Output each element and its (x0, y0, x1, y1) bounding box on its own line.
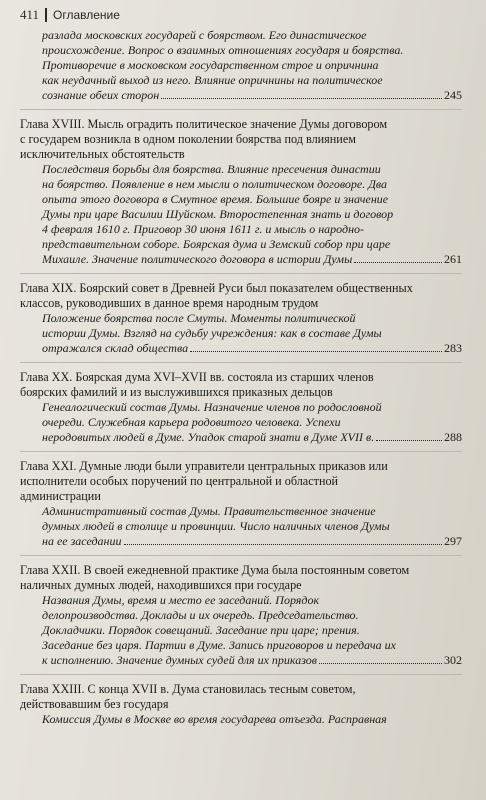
chapter-heading (20, 370, 462, 400)
page-ref: 297 (444, 534, 462, 548)
heading-line: действовавшим без государя (20, 697, 169, 711)
page-number: 411 (20, 7, 40, 22)
table-of-contents (20, 28, 462, 727)
desc-line: представительном соборе. Боярская дума и Земский собор при царе (42, 237, 391, 251)
leader-dots (161, 98, 442, 99)
leader-dots (319, 663, 442, 664)
chapter-summary (20, 311, 462, 356)
desc-line: разлада московских государей с боярством. Его династическое (42, 28, 367, 42)
heading-line: классов, руководивших в данное время народным трудом (20, 296, 319, 310)
heading-line: Глава XXIII. С конца XVII в. Дума становилась тесным советом, (20, 682, 356, 696)
desc-line: Названия Думы, время и место ее заседаний. Порядок (42, 593, 320, 607)
desc-line: Генеалогический состав Думы. Назначение членов по родословной (42, 400, 382, 414)
chapter-summary (20, 504, 462, 549)
continuation-entry (20, 28, 462, 103)
desc-last-line: к исполнению. Значение думных судей для их приказов (42, 653, 317, 667)
desc-line: как неудачный выход из него. Влияние опричнины на политическое (42, 73, 383, 87)
chapter-summary (20, 593, 462, 668)
heading-line: администрации (20, 489, 101, 503)
toc-entry-ch23[interactable] (20, 682, 462, 727)
desc-line: на боярство. Появление в нем мысли о политическом договоре. Два (42, 177, 387, 191)
chapter-summary (20, 162, 462, 267)
heading-line: с государем возникла в одном поколении боярства под влиянием (20, 132, 356, 146)
desc-line: очереди. Служебная карьера родовитого человека. Успехи (42, 415, 341, 429)
leader-line (42, 341, 462, 356)
desc-last-line: на ее заседании (42, 534, 122, 548)
desc-line: истории Думы. Взгляд на судьбу учреждения: как в составе Думы (42, 326, 382, 340)
leader-dots (190, 351, 442, 352)
heading-line: Глава XXI. Думные люди были управители центральных приказов или (20, 459, 388, 473)
heading-line: наличных думных людей, находившихся при государе (20, 578, 302, 592)
toc-entry-ch20[interactable] (20, 370, 462, 445)
leader-line (42, 534, 462, 549)
entry-divider (20, 273, 462, 274)
desc-line: опыта этого договора в Смутное время. Большие бояре и значение (42, 192, 389, 206)
chapter-summary (20, 712, 462, 727)
leader-line (42, 430, 462, 445)
desc-line: думных людей в столице и провинции. Число наличных членов Думы (42, 519, 390, 533)
page-ref: 283 (444, 341, 462, 355)
heading-line: Глава XVIII. Мысль оградить политическое значение Думы договором (20, 117, 388, 131)
toc-entry-ch22[interactable] (20, 563, 462, 668)
heading-line: Глава XX. Боярская дума XVI–XVII вв. состояла из старших членов (20, 370, 374, 384)
leader-line (42, 88, 462, 103)
desc-line: делопроизводства. Доклады и их очередь. Председательство. (42, 608, 359, 622)
chapter-heading (20, 682, 462, 712)
entry-divider (20, 451, 462, 452)
desc-last-line: сознание обеих сторон (42, 88, 160, 102)
entry-divider (20, 362, 462, 363)
heading-line: исполнители особых поручений по центральной и областной (20, 474, 339, 488)
toc-entry-ch21[interactable] (20, 459, 462, 549)
desc-last-line: неродовитых людей в Думе. Упадок старой знати в Думе XVII в. (42, 430, 375, 444)
desc-line: Комиссия Думы в Москве во время государева отъезда. Расправная (42, 712, 387, 726)
leader-line (42, 653, 462, 668)
leader-dots (354, 262, 442, 263)
desc-line: происхождение. Вопрос о взаимных отношениях государя и боярства. (42, 43, 404, 57)
chapter-summary (20, 400, 462, 445)
desc-last-line: отражался склад общества (42, 341, 189, 355)
chapter-heading (20, 117, 462, 162)
chapter-heading (20, 459, 462, 504)
desc-line: Административный состав Думы. Правительственное значение (42, 504, 376, 518)
running-title: Оглавление (53, 8, 120, 22)
heading-line: Глава XIX. Боярский совет в Древней Руси был показателем общественных (20, 281, 413, 295)
heading-line: Глава XXII. В своей ежедневной практике Дума была постоянным советом (20, 563, 410, 577)
desc-last-line: Михаиле. Значение политического договора в истории Думы (42, 252, 353, 266)
page-ref: 245 (444, 88, 462, 102)
page-ref: 288 (444, 430, 462, 444)
page-ref: 261 (444, 252, 462, 266)
toc-entry-ch18[interactable] (20, 117, 462, 267)
toc-entry-ch19[interactable] (20, 281, 462, 356)
chapter-heading (20, 281, 462, 311)
chapter-heading (20, 563, 462, 593)
heading-line: исключительных обстоятельств (20, 147, 185, 161)
entry-divider (20, 555, 462, 556)
heading-line: боярских фамилий и из выслужившихся приказных дельцов (20, 385, 333, 399)
desc-line: Противоречие в московском государственном строе и опричнина (42, 58, 379, 72)
entry-divider (20, 109, 462, 110)
leader-dots (376, 440, 442, 441)
desc-line: Положение боярства после Смуты. Моменты политической (42, 311, 356, 325)
desc-line: Докладчики. Порядок совещаний. Заседание при царе; прения. (42, 623, 360, 637)
entry-divider (20, 674, 462, 675)
leader-dots (124, 544, 442, 545)
header-divider (45, 8, 47, 22)
page-ref: 302 (444, 653, 462, 667)
desc-line: 4 февраля 1610 г. Приговор 30 июня 1611 г. и мысль о народно- (42, 222, 365, 236)
desc-line: Думы при царе Василии Шуйском. Второстепенная знать и договор (42, 207, 394, 221)
leader-line (42, 252, 462, 267)
running-header (20, 4, 120, 26)
desc-line: Заседание без царя. Партии в Думе. Запись приговоров и передача их (42, 638, 396, 652)
desc-line: Последствия борьбы для боярства. Влияние пресечения династии (42, 162, 381, 176)
